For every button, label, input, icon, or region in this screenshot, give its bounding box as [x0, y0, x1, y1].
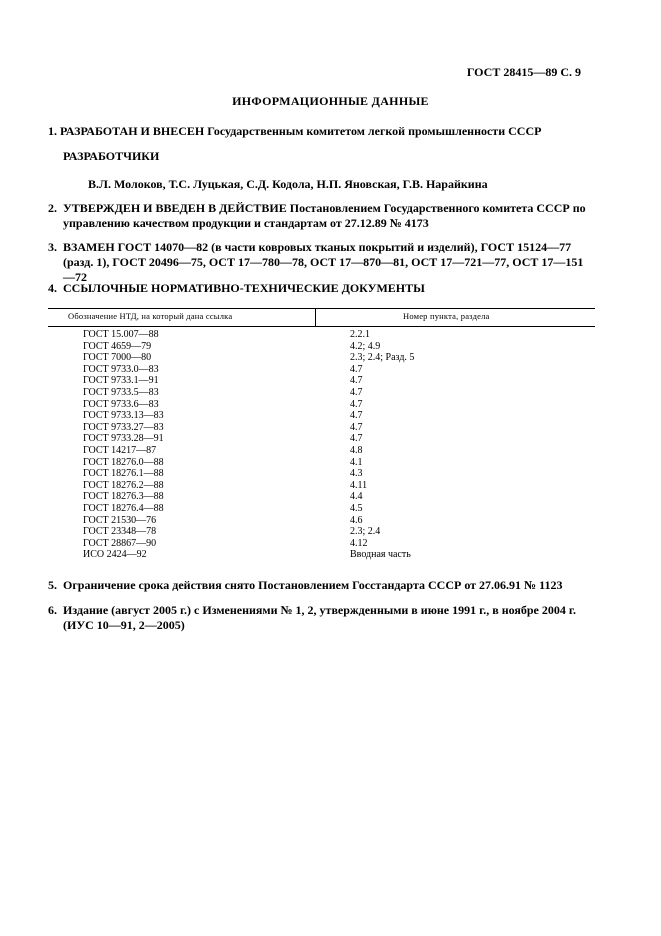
table-cell-clause: 4.3 — [350, 468, 363, 480]
section-5 — [48, 578, 593, 593]
table-cell-designation: ГОСТ 9733.27—83 — [83, 421, 164, 433]
table-cell-clause: 4.4 — [350, 491, 363, 503]
section-3 — [48, 240, 593, 285]
table-cell-designation: ГОСТ 18276.1—88 — [83, 468, 164, 480]
table-row — [48, 410, 595, 422]
developers-list: В.Л. Молоков, Т.С. Луцькая, С.Д. Кодола, Н.П. Яновская, Г.В. Нарайкина — [88, 177, 488, 191]
table-top-rule — [48, 308, 595, 309]
table-row — [48, 352, 595, 364]
section-4-lead: ССЫЛОЧНЫЕ НОРМАТИВНО-ТЕХНИЧЕСКИЕ ДОКУМЕНТЫ — [63, 281, 425, 295]
table-cell-designation: ГОСТ 7000—80 — [83, 352, 152, 364]
table-cell-designation: ГОСТ 9733.28—91 — [83, 433, 164, 445]
table-cell-designation: ГОСТ 4659—79 — [83, 340, 152, 352]
table-cell-designation: ГОСТ 9733.1—91 — [83, 375, 159, 387]
table-cell-clause: 4.2; 4.9 — [350, 340, 381, 352]
section-1 — [48, 124, 593, 139]
table-row — [48, 480, 595, 492]
table-body — [48, 329, 595, 561]
table-cell-clause: 4.1 — [350, 456, 363, 468]
table-row — [48, 329, 595, 341]
table-cell-clause: 4.6 — [350, 514, 363, 526]
table-row — [48, 503, 595, 515]
table-row — [48, 375, 595, 387]
table-cell-designation: ГОСТ 18276.0—88 — [83, 456, 164, 468]
table-column-divider — [315, 308, 316, 326]
section-2-lead: УТВЕРЖДЕН И ВВЕДЕН В ДЕЙСТВИЕ — [63, 201, 287, 215]
table-cell-designation: ГОСТ 9733.6—83 — [83, 398, 159, 410]
table-header-clause: Номер пункта, раздела — [403, 311, 490, 321]
developers-label: РАЗРАБОТЧИКИ — [63, 149, 160, 163]
table-row — [48, 422, 595, 434]
table-cell-clause: 4.7 — [350, 398, 363, 410]
section-2-text: Постановлением Государственного комитета СССР по управлению качеством продукции и стандартам от 27.12.89 № 4173 — [63, 201, 586, 230]
table-row — [48, 491, 595, 503]
table-cell-designation: ГОСТ 28867—90 — [83, 537, 157, 549]
table-cell-designation: ИСО 2424—92 — [83, 549, 147, 561]
page-title: ИНФОРМАЦИОННЫЕ ДАННЫЕ — [232, 94, 429, 108]
section-1-lead: РАЗРАБОТАН И ВНЕСЕН — [60, 124, 205, 138]
section-6-text: Издание (август 2005 г.) с Изменениями № 1, 2, утвержденными в июне 1991 г., в ноябре 2004 г. (ИУС 10—91, 2—2005) — [63, 603, 576, 632]
table-row — [48, 515, 595, 527]
table-cell-clause: 4.7 — [350, 410, 363, 422]
table-header-rule — [48, 326, 595, 327]
section-6 — [48, 603, 593, 633]
section-2-number: 2. — [48, 201, 57, 215]
table-cell-designation: ГОСТ 9733.13—83 — [83, 410, 164, 422]
table-cell-clause: 4.5 — [350, 502, 363, 514]
table-cell-clause: 2.3; 2.4 — [350, 526, 381, 538]
section-5-text: Ограничение срока действия снято Постановлением Госстандарта СССР от 27.06.91 № 1123 — [63, 578, 563, 592]
table-cell-designation: ГОСТ 18276.4—88 — [83, 502, 164, 514]
table-cell-designation: ГОСТ 15.007—88 — [83, 329, 159, 340]
table-cell-designation: ГОСТ 9733.0—83 — [83, 363, 159, 375]
section-1-number: 1. — [48, 124, 57, 138]
table-cell-designation: ГОСТ 9733.5—83 — [83, 386, 159, 398]
section-4-number: 4. — [48, 281, 57, 295]
table-cell-designation: ГОСТ 18276.2—88 — [83, 479, 164, 491]
table-cell-designation: ГОСТ 23348—78 — [83, 526, 157, 538]
table-cell-clause: 4.12 — [350, 537, 368, 549]
section-4 — [48, 281, 593, 296]
table-row — [48, 538, 595, 550]
table-cell-clause: 2.2.1 — [350, 329, 370, 340]
section-3-number: 3. — [48, 240, 57, 254]
table-cell-clause: 4.7 — [350, 386, 363, 398]
table-cell-designation: ГОСТ 21530—76 — [83, 514, 157, 526]
table-row — [48, 526, 595, 538]
table-row — [48, 433, 595, 445]
table-cell-designation: ГОСТ 18276.3—88 — [83, 491, 164, 503]
table-row — [48, 549, 595, 561]
table-row — [48, 457, 595, 469]
section-3-text: (в части ковровых тканых покрытий и изделий), ГОСТ 15124—77 (разд. 1), ГОСТ 20496—75, ОСТ 17—780—78, ОСТ 17—870—81, ОСТ 17—721—77, ОСТ 17—151—72 — [63, 240, 584, 284]
table-cell-clause: 2.3; 2.4; Разд. 5 — [350, 352, 415, 364]
table-cell-clause: 4.7 — [350, 375, 363, 387]
table-row — [48, 387, 595, 399]
table-cell-clause: 4.11 — [350, 479, 368, 491]
table-cell-clause: 4.7 — [350, 363, 363, 375]
section-3-lead: ВЗАМЕН ГОСТ 14070—82 — [63, 240, 209, 254]
page-header-code: ГОСТ 28415—89 С. 9 — [466, 65, 581, 79]
table-row — [48, 445, 595, 457]
table-cell-clause: 4.8 — [350, 444, 363, 456]
section-6-number: 6. — [48, 603, 57, 617]
table-header-designation: Обозначение НТД, на который дана ссылка — [68, 311, 233, 321]
table-row — [48, 341, 595, 353]
table-cell-designation: ГОСТ 14217—87 — [83, 444, 157, 456]
table-row — [48, 468, 595, 480]
table-cell-clause: 4.7 — [350, 421, 363, 433]
section-2 — [48, 201, 593, 231]
section-5-number: 5. — [48, 578, 57, 592]
table-row — [48, 399, 595, 411]
table-cell-clause: Вводная часть — [350, 549, 411, 561]
section-1-text: Государственным комитетом легкой промышленности СССР — [204, 124, 542, 138]
table-cell-clause: 4.7 — [350, 433, 363, 445]
table-row — [48, 364, 595, 376]
